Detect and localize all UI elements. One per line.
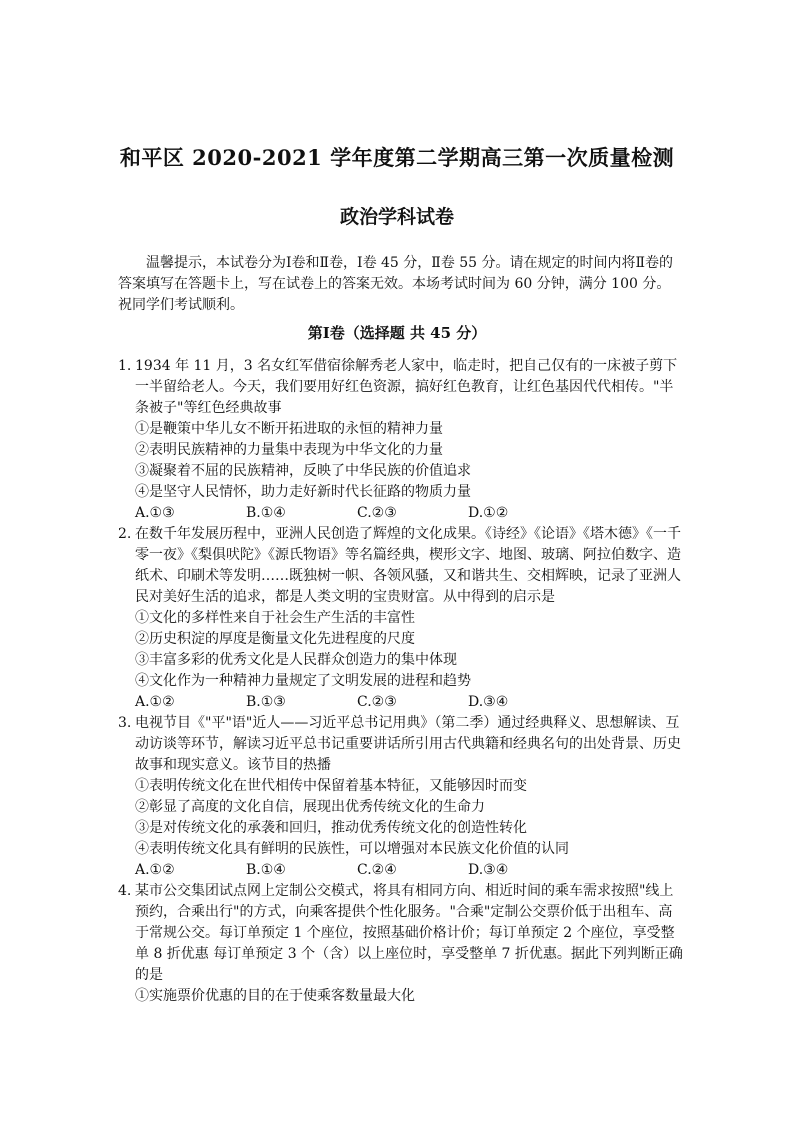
choice-a: A.①② <box>135 862 175 878</box>
question-text: 在数千年发展历程中，亚洲人民创造了辉煌的文化成果。《诗经》《论语》《塔木德》《一千零一夜》《梨俱吠陀》《源氏物语》等名篇经典，楔形文字、地图、玻璃、阿拉伯数字、造纸术、印刷术等发明……既独树一帜、各领风骚，又和谐共生、交相辉映，记录了亚洲人民对美好生活的追求，都是人类文明的宝贵财富。从中得到的启示是 <box>135 526 681 605</box>
choice-c: C.②④ <box>357 862 397 878</box>
question-1 <box>118 356 684 524</box>
choice-d: D.③④ <box>468 694 509 710</box>
statement-option: ④是坚守人民情怀，助力走好新时代长征路的物质力量 <box>135 484 471 500</box>
statement-option: ①文化的多样性来自于社会生产生活的丰富性 <box>135 610 415 626</box>
choice-a: A.①③ <box>135 505 175 521</box>
choice-b: B.①④ <box>246 505 286 521</box>
question-number: 3. <box>118 715 132 731</box>
question-list <box>118 356 684 1007</box>
question-number: 1. <box>118 358 132 374</box>
choice-d: D.①② <box>468 505 509 521</box>
question-stem <box>118 881 684 986</box>
answer-choices <box>118 692 684 713</box>
answer-choices <box>118 860 684 881</box>
statement-option: ④文化作为一种精神力量规定了文明发展的进程和趋势 <box>135 673 471 689</box>
statement-option: ②历史积淀的厚度是衡量文化先进程度的尺度 <box>135 631 415 647</box>
question-number: 4. <box>118 883 132 899</box>
question-stem <box>118 524 684 608</box>
choice-a: A.①② <box>135 694 175 710</box>
statement-option: ①是鞭策中华儿女不断开拓进取的永恒的精神力量 <box>135 421 443 437</box>
choice-c: C.②③ <box>357 694 397 710</box>
question-stem <box>118 713 684 776</box>
paper-subtitle: 政治学科试卷 <box>339 206 454 228</box>
choice-b: B.①③ <box>246 694 286 710</box>
question-text: 1934 年 11 月，3 名女红军借宿徐解秀老人家中，临走时，把自己仅有的一床被子剪下一半留给老人。今天，我们要用好红色资源，搞好红色教育，让红色基因代代相传。"半条被子"等红色经典故事 <box>135 358 678 416</box>
question-3 <box>118 713 684 881</box>
statement-option: ③凝聚着不屈的民族精神，反映了中华民族的价值追求 <box>135 463 471 479</box>
question-4 <box>118 881 684 1007</box>
statement-option: ①实施票价优惠的目的在于使乘客数量最大化 <box>135 988 415 1004</box>
section-title: 第Ⅰ卷（选择题 共 45 分） <box>307 324 487 342</box>
choice-b: B.①④ <box>246 862 286 878</box>
statement-option: ②表明民族精神的力量集中表现为中华文化的力量 <box>135 442 443 458</box>
question-text: 电视节目《"平"语"近人——习近平总书记用典》（第二季）通过经典释义、思想解读、互动访谈等环节，解读习近平总书记重要讲话所引用古代典籍和经典名句的出处背景、历史故事和现实意义。该节目的热播 <box>135 715 681 773</box>
question-stem <box>118 356 684 419</box>
statement-option: ③丰富多彩的优秀文化是人民群众创造力的集中体现 <box>135 652 457 668</box>
statement-option: ③是对传统文化的承袭和回归，推动优秀传统文化的创造性转化 <box>135 820 527 836</box>
statement-option: ④表明传统文化具有鲜明的民族性，可以增强对本民族文化价值的认同 <box>135 841 569 857</box>
question-text: 某市公交集团试点网上定制公交模式，将具有相同方向、相近时间的乘车需求按照"线上预约，合乘出行"的方式，向乘客提供个性化服务。"合乘"定制公交票价低于出租车、高于常规公交。每订单预定 1 个座位，按照基础价格计价；每订单预定 2 个座位，享受整单 8 折优惠 每订单预定 3 个（含）以上座位时，享受整单 7 折优惠。据此下列判断正确的是 <box>135 883 683 983</box>
question-number: 2. <box>118 526 132 542</box>
question-2 <box>118 524 684 713</box>
answer-choices <box>118 503 684 524</box>
page-title: 和平区 2020-2021 学年度第二学期高三第一次质量检测 <box>119 145 675 170</box>
exam-notice: 温馨提示，本试卷分为Ⅰ卷和Ⅱ卷，Ⅰ卷 45 分，Ⅱ卷 55 分。请在规定的时间内将Ⅱ卷的答案填写在答题卡上，写在试卷上的答案无效。本场考试时间为 60 分钟，满分 100 分。祝同学们考试顺利。 <box>118 255 674 313</box>
statement-option: ①表明传统文化在世代相传中保留着基本特征，又能够因时而变 <box>135 778 527 794</box>
choice-d: D.③④ <box>468 862 509 878</box>
choice-c: C.②③ <box>357 505 397 521</box>
statement-option: ②彰显了高度的文化自信，展现出优秀传统文化的生命力 <box>135 799 485 815</box>
